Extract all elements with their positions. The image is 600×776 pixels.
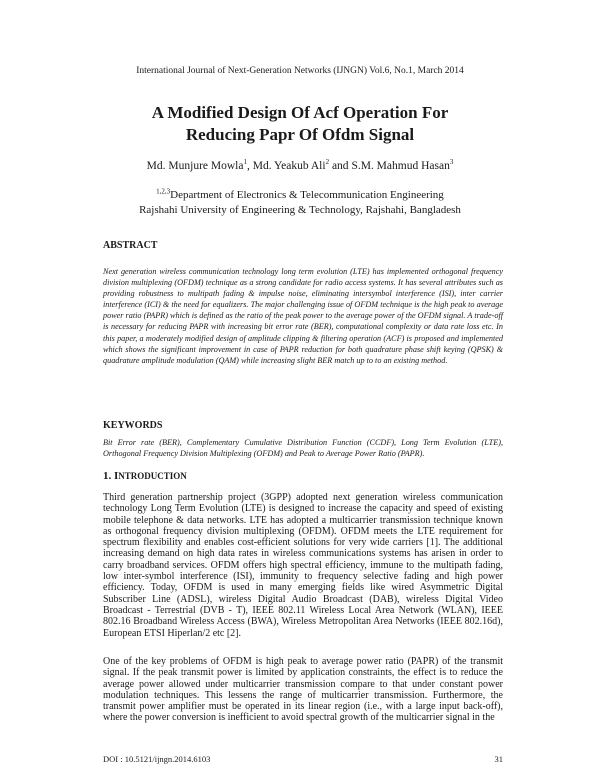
running-head: International Journal of Next-Generation Networks (IJNGN) Vol.6, No.1, March 2014 <box>136 66 464 76</box>
keywords-text: Bit Error rate (BER), Complementary Cumulative Distribution Function (CCDF), Long Term Evolution (LTE), Orthogonal Frequency Division Multiplexing (OFDM) and Peak to Average Power Ratio (PAPR). <box>103 438 503 459</box>
author-1-affil-mark: 1 <box>243 158 247 167</box>
department: Department of Electronics & Telecommunication Engineering <box>170 189 444 201</box>
author-list <box>0 160 600 172</box>
university: Rajshahi University of Engineering & Technology, Rajshahi, Bangladesh <box>139 204 461 216</box>
paper-title <box>60 102 540 146</box>
page-footer <box>103 754 503 764</box>
title-line-2: Reducing Papr Of Ofdm Signal <box>185 125 415 144</box>
heading-rest: NTRODUCTION <box>118 471 187 481</box>
intro-paragraph-2: One of the key problems of OFDM is high peak to average power ratio (PAPR) of the transmit signal. If the peak transmit power is limited by application constraints, the effect is to reduce the average power allowed under multicarrier transmission compare to that under constant power modulation techniques. This lessens the range of multicarrier transmission. Furthermore, the transmit power amplifier must be operated in its linear region (i.e., with a large input back-off), where the power conversion is inefficient to avoid spectral growth of the multicarrier signal in the <box>103 656 503 724</box>
author-2: Md. Yeakub Ali <box>252 160 326 172</box>
introduction-heading <box>103 470 187 482</box>
affiliation-marks: 1,2,3 <box>156 187 171 196</box>
section-number: 1. <box>103 470 112 482</box>
author-3: S.M. Mahmud Hasan <box>351 160 450 172</box>
title-line-1: A Modified Design Of Acf Operation For <box>151 103 449 122</box>
page-number: 31 <box>494 754 503 764</box>
affiliation <box>0 188 600 218</box>
author-1: Md. Munjure Mowla <box>146 160 244 172</box>
doi-link[interactable]: DOI : 10.5121/ijngn.2014.6103 <box>103 754 211 764</box>
intro-paragraph-1: Third generation partnership project (3GPP) adopted next generation wireless communication technology Long Term Evolution (LTE) is designed to increase the capacity and speed of existing mobile telephone & data networks. LTE has adopted a multicarrier transmission technique known as orthogonal frequency division multiplexing (OFDM). OFDM meets the LTE requirement for spectrum flexibility and enables cost-efficient solutions for very wide carriers [1]. The additional increasing demand on high data rates in wireless communications systems has arisen in order to carry broadband services. OFDM offers high spectral efficiency, immune to the multipath fading, low inter-symbol interference (ISI), immunity to frequency selective fading and high power efficiency. Today, OFDM is used in many emerging fields like wired Asymmetric Digital Subscriber Line (ADSL), wireless Digital Audio Broadcast (DAB), wireless Digital Video Broadcast - Terrestrial (DVB - T), IEEE 802.11 Wireless Local Area Network (WLAN), IEEE 802.16 Broadband Wireless Access (BWA), Wireless Metropolitan Area Networks (IEEE 802.16d), European ETSI Hiperlan/2 etc [2]. <box>103 492 503 639</box>
keywords-heading: KEYWORDS <box>103 420 163 431</box>
author-3-affil-mark: 3 <box>449 158 454 167</box>
author-separator: and <box>329 160 352 172</box>
author-2-affil-mark: 2 <box>325 158 330 167</box>
abstract-heading: ABSTRACT <box>103 240 158 251</box>
heading-initial: I <box>114 470 119 482</box>
abstract-text: Next generation wireless communication technology long term evolution (LTE) has implemented orthogonal frequency division multiplexing (OFDM) technique as a strong candidate for radio access systems. It has several attributes such as providing robustness to multipath fading & impulse noise, eliminating intersymbol interference (ISI), inter carrier interference (ICI) & the need for equalizers. The major challenging issue of OFDM technique is the high peak to average power ratio (PAPR) which is defined as the ratio of the peak power to the average power of the OFDM signal. A trade-off is necessary for reducing PAPR with increasing bit error rate (BER), computational complexity or data rate loss etc. In this paper, a moderately modified design of amplitude clipping & filtering operation (ACF) is proposed and implemented which shows the significant improvement in case of PAPR reduction for both quadrature phase shift keying (QPSK) & quadrature amplitude modulation (QAM) while increasing slight BER match up to to an existing method. <box>103 267 503 365</box>
author-separator: , <box>246 160 253 172</box>
